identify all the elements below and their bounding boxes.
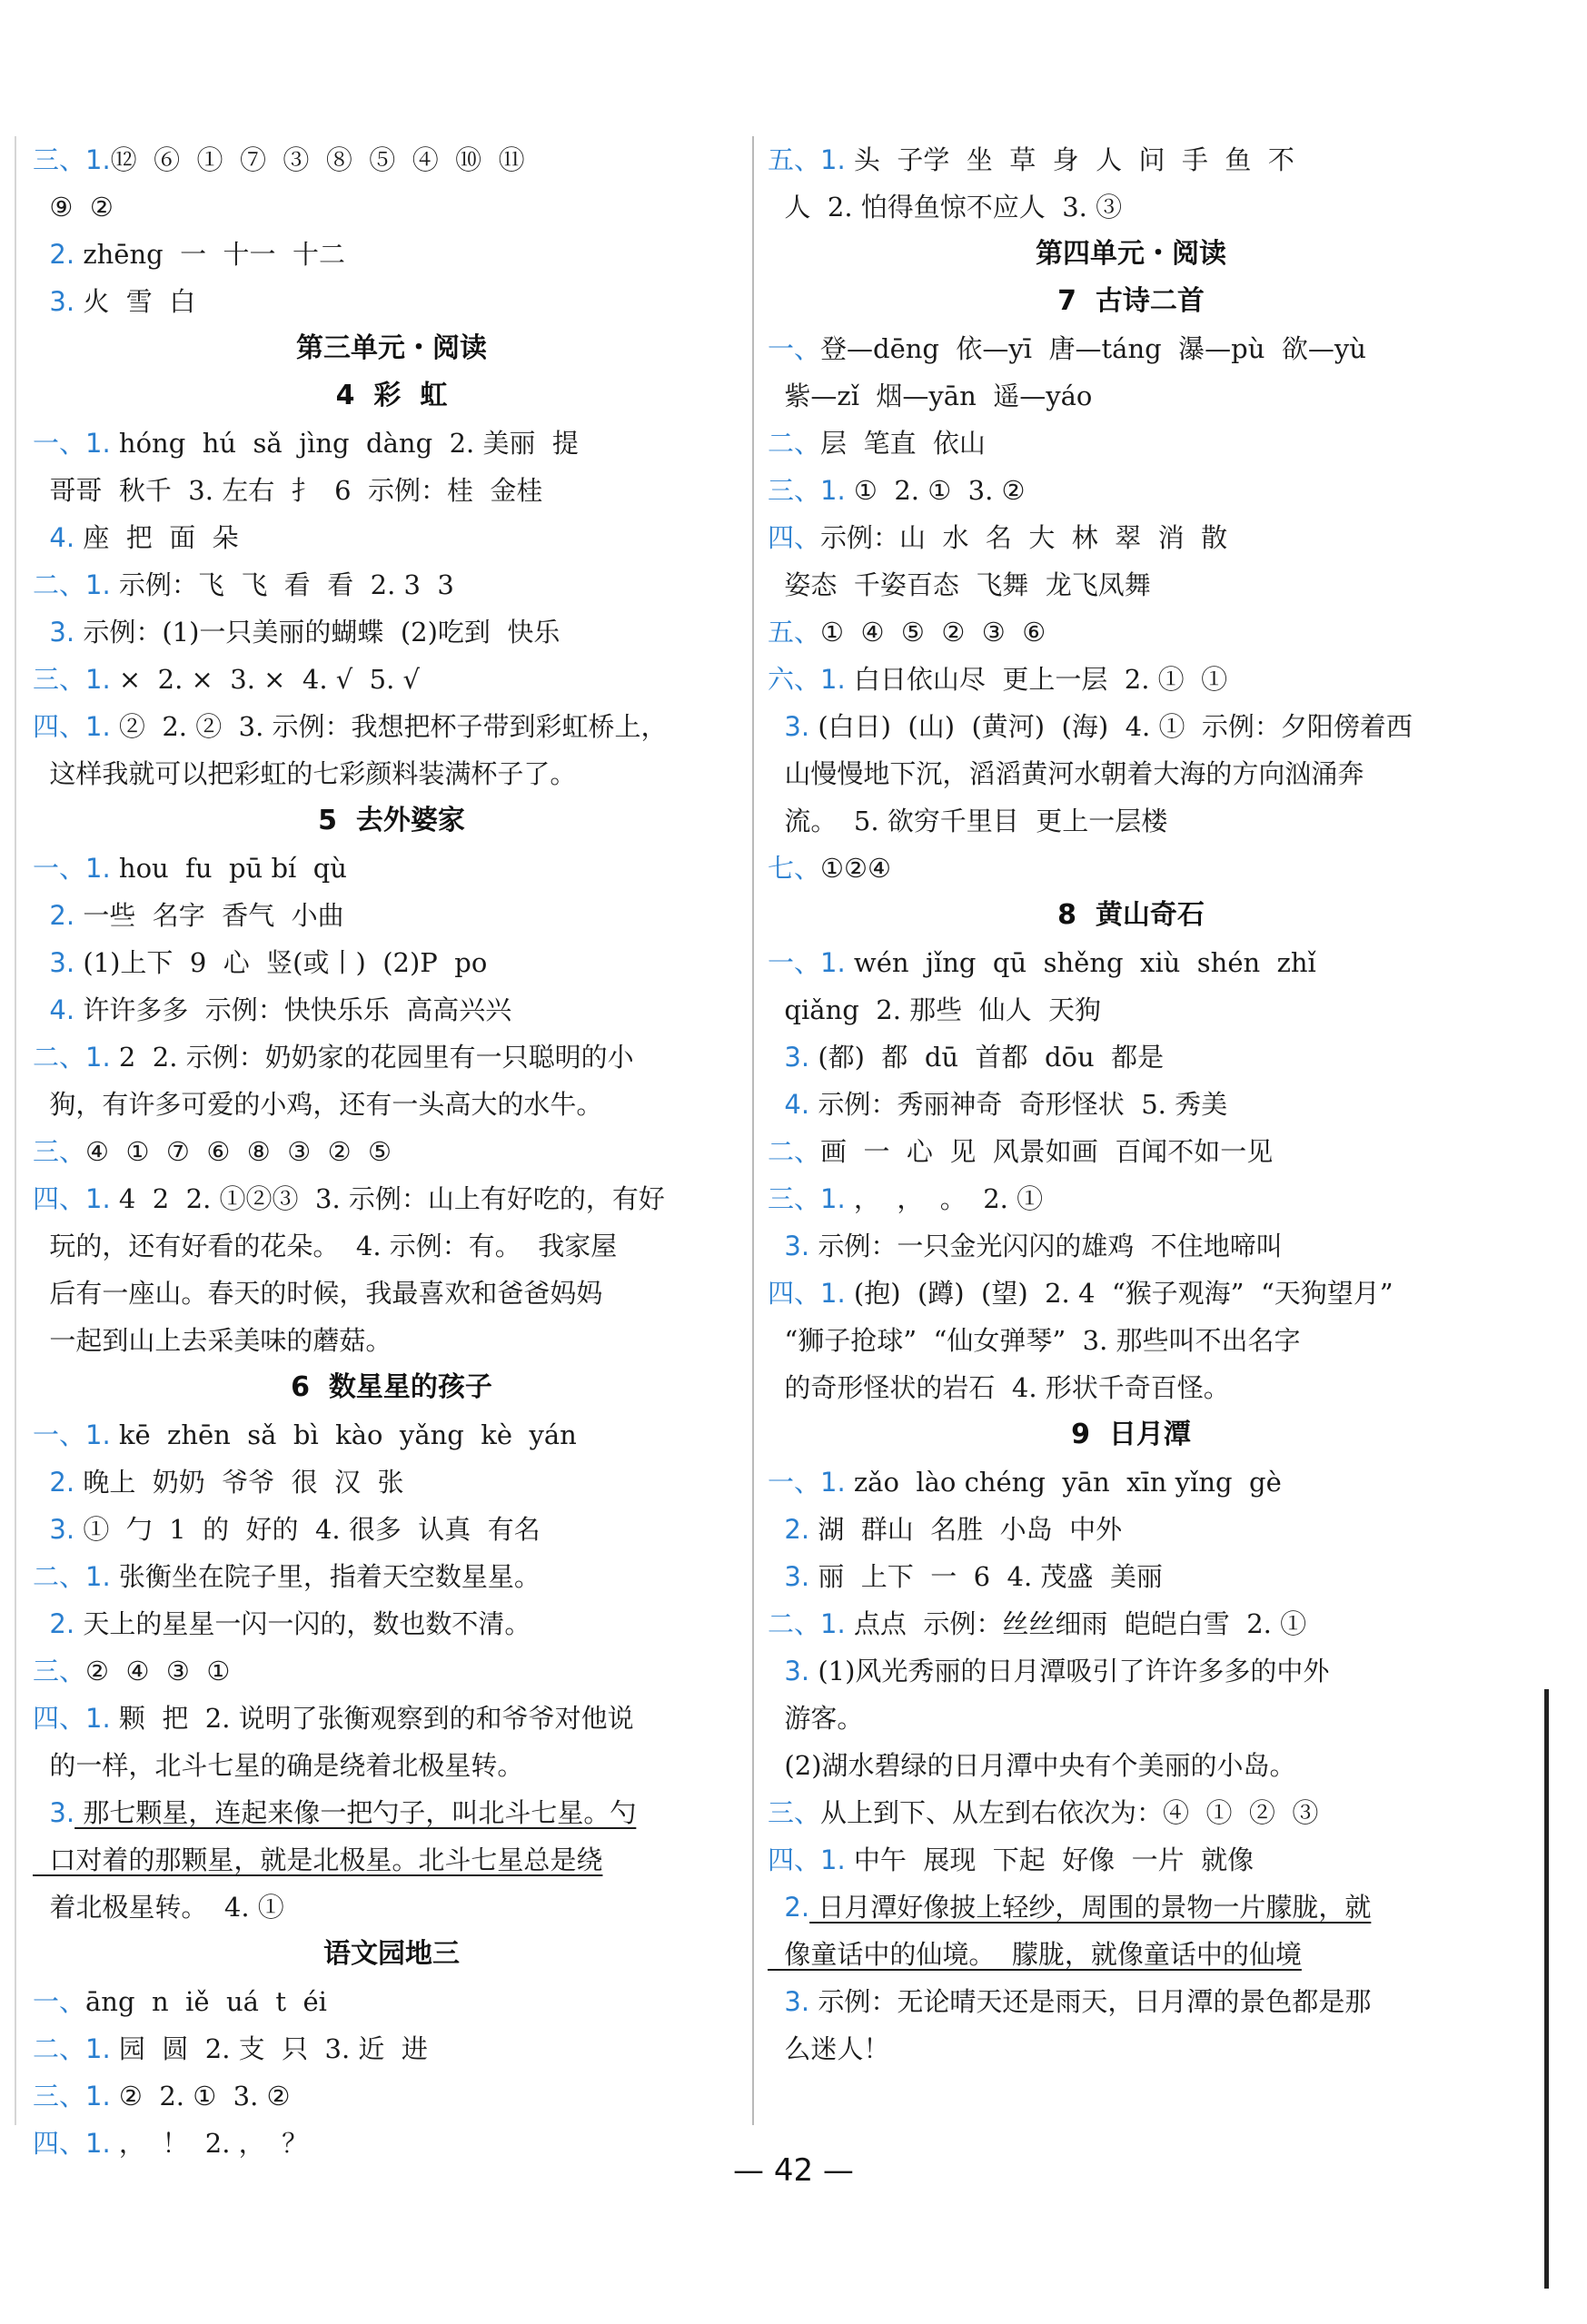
answer-line xyxy=(768,750,1494,797)
answer-text: (白日) (山) (黄河) (海) 4. ① 示例：夕阳傍着西 xyxy=(809,711,1413,742)
question-number: 二、1. xyxy=(33,1561,111,1592)
answer-line xyxy=(33,2072,750,2120)
question-number: 四、 xyxy=(768,522,821,553)
question-number: 4. xyxy=(33,522,75,553)
answer-line xyxy=(33,1459,750,1506)
answer-line xyxy=(33,514,750,561)
question-number: 三、 xyxy=(768,1797,821,1828)
question-number: 4. xyxy=(768,1089,810,1120)
answer-line xyxy=(768,325,1494,372)
answer-line xyxy=(33,939,750,986)
answer-line xyxy=(33,1742,750,1789)
answer-text: 示例：飞 飞 看 看 2. 3 3 xyxy=(110,569,454,600)
answer-text: 一些 名字 香气 小曲 xyxy=(74,900,344,931)
answer-line xyxy=(33,1978,750,2025)
answer-line xyxy=(768,1884,1494,1931)
section-heading: 6 数星星的孩子 xyxy=(291,1371,492,1403)
section-heading: 4 彩 虹 xyxy=(335,380,448,411)
answer-text: 玩的，还有好看的花朵。 4. 示例：有。 我家屋 xyxy=(33,1231,618,1261)
answer-line xyxy=(33,420,750,467)
answer-text: ④ ① ⑦ ⑥ ⑧ ③ ② ⑤ xyxy=(85,1136,392,1167)
section-heading: 9 日月潭 xyxy=(1071,1419,1191,1450)
answer-line xyxy=(33,1506,750,1553)
section-heading: 第四单元・阅读 xyxy=(1036,238,1226,270)
answer-line xyxy=(768,136,1494,183)
answer-text: 人 2. 怕得鱼惊不应人 3. ③ xyxy=(768,192,1123,223)
answer-text: (1)风光秀丽的日月潭吸引了许许多多的中外 xyxy=(809,1656,1330,1686)
answer-line xyxy=(33,1553,750,1600)
answer-text: (2)湖水碧绿的日月潭中央有个美丽的小岛。 xyxy=(768,1750,1296,1781)
answer-text: ⑨ ② xyxy=(33,192,114,223)
answer-text: 天上的星星一闪一闪的，数也数不清。 xyxy=(74,1608,531,1639)
question-number: 七、 xyxy=(768,853,821,884)
answer-text: 登—dēng 依—yī 唐—táng 瀑—pù 欲—yù xyxy=(820,333,1366,364)
answer-line xyxy=(33,1175,750,1222)
question-number: 三、 xyxy=(33,1136,86,1167)
answer-text: kē zhēn sǎ bì kào yǎng kè yán xyxy=(110,1419,577,1450)
answer-text: ① 2. ① 3. ② xyxy=(845,475,1026,506)
question-number: 一、1. xyxy=(33,1419,111,1450)
answer-line xyxy=(33,1789,750,1836)
question-number: 五、 xyxy=(768,617,821,648)
answer-text: ② 2. ② 3. 示例：我想把杯子带到彩虹桥上， xyxy=(110,711,668,742)
question-number: 2. xyxy=(33,239,75,270)
answer-line xyxy=(768,1789,1494,1836)
answer-text: 流。 5. 欲穷千里目 更上一层楼 xyxy=(768,806,1168,836)
answer-line xyxy=(768,986,1494,1033)
answer-text: 示例：一只金光闪闪的雄鸡 不住地啼叫 xyxy=(809,1231,1283,1261)
question-number: 二、1. xyxy=(768,1608,846,1639)
answer-line xyxy=(768,1931,1494,1978)
question-number: 三、1. xyxy=(33,2081,111,2111)
answer-line xyxy=(768,845,1494,892)
question-number: 3. xyxy=(33,617,75,648)
answer-line xyxy=(33,467,750,514)
answer-text: 火 雪 白 xyxy=(74,286,196,317)
answer-line xyxy=(33,656,750,703)
answer-text: 像童话中的仙境。 朦胧，就像童话中的仙境 xyxy=(768,1939,1302,1970)
answer-text: 许许多多 示例：快快乐乐 高高兴兴 xyxy=(74,994,512,1025)
section-heading: 第三单元・阅读 xyxy=(296,332,487,364)
question-number: 2. xyxy=(768,1892,810,1923)
question-number: 2. xyxy=(33,1467,75,1498)
question-number: 一、1. xyxy=(33,853,111,884)
question-number: 三、1. xyxy=(33,144,111,175)
answer-text: 着北极星转。 4. ① xyxy=(33,1892,284,1923)
question-number: 3. xyxy=(768,1042,810,1073)
answer-line xyxy=(768,939,1494,986)
answer-line xyxy=(768,1081,1494,1128)
question-number: 一、1. xyxy=(768,947,846,978)
question-number: 三、1. xyxy=(768,1183,846,1214)
question-number: 一、 xyxy=(768,333,821,364)
answer-line xyxy=(768,561,1494,608)
answer-text: zhēng 一 十一 十二 xyxy=(74,239,345,270)
answer-text: “狮子抢球” “仙女弹琴” 3. 那些叫不出名字 xyxy=(768,1325,1301,1356)
answer-line xyxy=(33,1647,750,1695)
answer-line xyxy=(768,1647,1494,1695)
question-number: 四、1. xyxy=(768,1844,846,1875)
answer-line xyxy=(768,372,1494,420)
answer-text: ① ④ ⑤ ② ③ ⑥ xyxy=(820,617,1046,648)
answer-text: 哥哥 秋千 3. 左右 扌 6 示例：桂 金桂 xyxy=(33,475,543,506)
answer-line xyxy=(768,1459,1494,1506)
answer-line xyxy=(33,750,750,797)
answer-line xyxy=(768,1553,1494,1600)
answer-text: 座 把 面 朵 xyxy=(74,522,239,553)
question-number: 2. xyxy=(33,1608,75,1639)
answer-text: 点点 示例：丝丝细雨 皑皑白雪 2. ① xyxy=(845,1608,1307,1639)
answer-text: 从上到下、从左到右依次为：④ ① ② ③ xyxy=(820,1797,1319,1828)
answer-text: × 2. × 3. × 4. √ 5. √ xyxy=(110,664,421,695)
answer-line xyxy=(33,1411,750,1459)
answer-text: 一起到山上去采美味的蘑菇。 xyxy=(33,1325,392,1356)
question-number: 一、1. xyxy=(768,1467,846,1498)
section-heading: 语文园地三 xyxy=(323,1938,460,1970)
answer-text: ， ！ 2. ， ？ xyxy=(110,2128,309,2159)
question-number: 3. xyxy=(768,1231,810,1261)
answer-line xyxy=(33,561,750,608)
answer-text: 后有一座山。春天的时候，我最喜欢和爸爸妈妈 xyxy=(33,1278,603,1309)
answer-text: 日月潭好像披上轻纱，周围的景物一片朦胧，就 xyxy=(809,1892,1372,1923)
answer-line xyxy=(768,1128,1494,1175)
question-number: 3. xyxy=(33,286,75,317)
question-number: 四、1. xyxy=(33,2128,111,2159)
left-column xyxy=(33,136,750,2167)
answer-line xyxy=(768,608,1494,656)
answer-line xyxy=(768,2025,1494,2072)
answer-text: 那七颗星，连起来像一把勺子，叫北斗七星。勺 xyxy=(74,1797,637,1828)
answer-line xyxy=(768,1270,1494,1317)
question-number: 二、 xyxy=(768,428,821,459)
answer-line xyxy=(33,1317,750,1364)
page-number: — 42 — xyxy=(733,2152,854,2189)
answer-line xyxy=(768,1222,1494,1270)
answer-text: 紫—zǐ 烟—yān 遥—yáo xyxy=(768,381,1093,411)
section-heading: 7 古诗二首 xyxy=(1057,285,1205,317)
answer-line xyxy=(33,2025,750,2072)
section-heading: 8 黄山奇石 xyxy=(1057,899,1205,931)
answer-text: 头 子学 坐 草 身 人 问 手 鱼 不 xyxy=(845,144,1294,175)
answer-text: 么迷人！ xyxy=(768,2033,890,2064)
answer-text: 张衡坐在院子里，指着天空数星星。 xyxy=(110,1561,541,1592)
answer-line xyxy=(33,845,750,892)
answer-line xyxy=(33,1884,750,1931)
answer-line xyxy=(33,892,750,939)
answer-line xyxy=(768,514,1494,561)
left-margin-line xyxy=(15,136,16,2125)
answer-text: hou fu pū bí qù xyxy=(110,853,347,884)
answer-text: 白日依山尽 更上一层 2. ① ① xyxy=(845,664,1228,695)
question-number: 4. xyxy=(33,994,75,1025)
answer-line xyxy=(768,1506,1494,1553)
answer-text: 游客。 xyxy=(768,1703,864,1734)
question-number: 四、1. xyxy=(768,1278,846,1309)
answer-line xyxy=(33,1081,750,1128)
answer-text: 狗，有许多可爱的小鸡，还有一头高大的水牛。 xyxy=(33,1089,603,1120)
answer-line xyxy=(33,136,750,183)
column-divider xyxy=(752,136,754,2125)
answer-text: 丽 上下 一 6 4. 茂盛 美丽 xyxy=(809,1561,1163,1592)
answer-text: 示例：秀丽神奇 奇形怪状 5. 秀美 xyxy=(809,1089,1228,1120)
answer-text: 示例：(1)一只美丽的蝴蝶 (2)吃到 快乐 xyxy=(74,617,560,648)
answer-line xyxy=(768,1978,1494,2025)
answer-text: zǎo lào chéng yān xīn yǐng gè xyxy=(845,1467,1282,1498)
answer-text: ⑫ ⑥ ① ⑦ ③ ⑧ ⑤ ④ ⑩ ⑪ xyxy=(110,144,525,175)
answer-line xyxy=(33,1695,750,1742)
answer-line xyxy=(768,183,1494,231)
answer-text: 晚上 奶奶 爷爷 很 汉 张 xyxy=(74,1467,404,1498)
answer-text: ② ④ ③ ① xyxy=(85,1656,231,1686)
answer-text: 园 圆 2. 支 只 3. 近 进 xyxy=(110,2033,428,2064)
answer-line xyxy=(33,986,750,1033)
answer-line xyxy=(33,608,750,656)
answer-text: 颗 把 2. 说明了张衡观察到的和爷爷对他说 xyxy=(110,1703,634,1734)
question-number: 一、 xyxy=(33,1986,86,2017)
answer-line xyxy=(768,1033,1494,1081)
question-number: 3. xyxy=(768,711,810,742)
answer-text: 的奇形怪状的岩石 4. 形状千奇百怪。 xyxy=(768,1372,1230,1403)
question-number: 二、1. xyxy=(33,569,111,600)
question-number: 三、1. xyxy=(768,475,846,506)
answer-line xyxy=(768,467,1494,514)
answer-line xyxy=(33,183,750,231)
answer-text: āng n iě uá t éi xyxy=(85,1986,327,2017)
answer-line xyxy=(33,1033,750,1081)
answer-line xyxy=(768,420,1494,467)
answer-line xyxy=(33,1836,750,1884)
answer-text: 中午 展现 下起 好像 一片 就像 xyxy=(845,1844,1255,1875)
answer-line xyxy=(33,1222,750,1270)
answer-line xyxy=(33,1270,750,1317)
question-number: 3. xyxy=(33,947,75,978)
answer-text: 示例：山 水 名 大 林 翠 消 散 xyxy=(820,522,1228,553)
answer-line xyxy=(768,1836,1494,1884)
answer-text: 4 2 2. ①②③ 3. 示例：山上有好吃的，有好 xyxy=(110,1183,665,1214)
right-column xyxy=(768,136,1494,2072)
answer-text: ② 2. ① 3. ② xyxy=(110,2081,291,2111)
answer-line xyxy=(768,1742,1494,1789)
answer-line xyxy=(768,1175,1494,1222)
question-number: 2. xyxy=(33,900,75,931)
section-heading: 5 去外婆家 xyxy=(318,805,465,836)
answer-line xyxy=(33,1600,750,1647)
answer-text: ① 勹 1 的 好的 4. 很多 认真 有名 xyxy=(74,1514,541,1545)
answer-line xyxy=(33,703,750,750)
question-number: 二、1. xyxy=(33,2033,111,2064)
answer-text: 姿态 千姿百态 飞舞 龙飞凤舞 xyxy=(768,569,1151,600)
answer-text: 示例：无论晴天还是雨天，日月潭的景色都是那 xyxy=(809,1986,1372,2017)
answer-text: 2 2. 示例：奶奶家的花园里有一只聪明的小 xyxy=(110,1042,634,1073)
question-number: 四、1. xyxy=(33,1183,111,1214)
answer-line xyxy=(768,1695,1494,1742)
answer-line xyxy=(768,797,1494,845)
answer-line xyxy=(33,278,750,325)
question-number: 一、1. xyxy=(33,428,111,459)
answer-text: 层 笔直 依山 xyxy=(820,428,986,459)
answer-line xyxy=(768,1364,1494,1411)
answer-text: ①②④ xyxy=(820,853,892,884)
answer-line xyxy=(768,1600,1494,1647)
question-number: 二、1. xyxy=(33,1042,111,1073)
answer-text: hóng hú sǎ jìng dàng 2. 美丽 提 xyxy=(110,428,579,459)
question-number: 三、1. xyxy=(33,664,111,695)
answer-text: 山慢慢地下沉，滔滔黄河水朝着大海的方向汹涌奔 xyxy=(768,758,1364,789)
question-number: 3. xyxy=(768,1656,810,1686)
answer-text: qiǎng 2. 那些 仙人 天狗 xyxy=(768,994,1102,1025)
question-number: 三、 xyxy=(33,1656,86,1686)
question-number: 六、1. xyxy=(768,664,846,695)
question-number: 3. xyxy=(768,1561,810,1592)
answer-text: 这样我就可以把彩虹的七彩颜料装满杯子了。 xyxy=(33,758,577,789)
answer-text: 湖 群山 名胜 小岛 中外 xyxy=(809,1514,1123,1545)
question-number: 3. xyxy=(768,1986,810,2017)
question-number: 3. xyxy=(33,1797,75,1828)
question-number: 2. xyxy=(768,1514,810,1545)
answer-line xyxy=(33,1128,750,1175)
question-number: 3. xyxy=(33,1514,75,1545)
answer-line xyxy=(768,1317,1494,1364)
scan-edge-line xyxy=(1544,1689,1549,2289)
answer-text: ， ， 。 2. ① xyxy=(845,1183,1044,1214)
question-number: 四、1. xyxy=(33,711,111,742)
answer-text: wén jǐng qū shěng xiù shén zhǐ xyxy=(845,947,1316,978)
question-number: 四、1. xyxy=(33,1703,111,1734)
answer-text: 口对着的那颗星，就是北极星。北斗七星总是绕 xyxy=(33,1844,603,1875)
answer-text: 画 一 心 见 风景如画 百闻不如一见 xyxy=(820,1136,1274,1167)
answer-text: (抱) (蹲) (望) 2. 4 “猴子观海” “天狗望月” xyxy=(845,1278,1394,1309)
answer-text: (1)上下 9 心 竖(或丨) (2)P po xyxy=(74,947,488,978)
answer-line xyxy=(768,656,1494,703)
answer-text: (都) 都 dū 首都 dōu 都是 xyxy=(809,1042,1165,1073)
answer-line xyxy=(33,231,750,278)
question-number: 五、1. xyxy=(768,144,846,175)
answer-line xyxy=(768,703,1494,750)
question-number: 二、 xyxy=(768,1136,821,1167)
answer-text: 的一样，北斗七星的确是绕着北极星转。 xyxy=(33,1750,524,1781)
